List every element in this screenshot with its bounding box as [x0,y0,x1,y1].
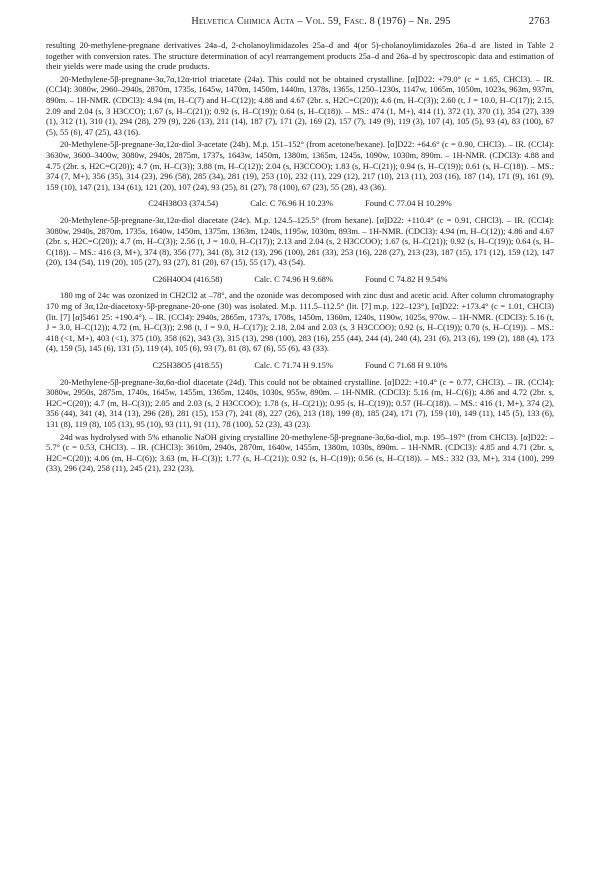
analysis-formula: C26H40O4 (416.58) [152,273,223,284]
running-header [92,16,550,32]
analysis-formula: C25H38O5 (418.55) [152,360,223,371]
analysis-found: Found C 71.68 H 9.10% [365,360,448,371]
paragraph-24c: 20-Methylene-5β-pregnane-3α,12α-diol diacetate (24c). M.p. 124.5–125.5° (from hexane). [α]D22: +110.4° (c = 0.91, CHCl3). – IR. (CCl4): 3080w, 2940s, 2870m, 1735s, 1640w, 1450m, 1375m, 1363m, 1240s, 1195w, 1030m, 893m. – 1H-NMR. (CDCl3): 4.94 (m, H–C(12)); 4.86 and 4.67 (2br. s, H2C=C(20)); 4.7 (m, H–C(3)); 2.56 (t, J = 10.0, H–C(17)); 2.13 and 2.04 (s, 2 H3CCOO); 1.67 (s, H–C(21)); 0.92 (s, H–C(19)); 0.64 (s, H–C(18)). – MS.: 416 (3, M+), 374 (8), 356 (77), 341 (8), 312 (13), 296 (100), 281 (33), 253 (16), 228 (27), 213 (23), 187 (15), 171 (12), 159 (12), 147 (20), 134 (54), 119 (20), 105 (27), 93 (27), 81 (20), 67 (15), 55 (17), 43 (54). [46,214,554,268]
elemental-analysis-24c [46,274,554,285]
paragraph-ozonolysis: 180 mg of 24c was ozonized in CH2Cl2 at –78°, and the ozonide was decomposed with zinc dust and acetic acid. After column chromatography 170 mg of 3α,12α-diacetoxy-5β-pregnane-20-one (30) was isolated. M.p. 111.5–112.5° (lit. [7] m.p. 122–123°), [α]D22: +173.4° (c = 1.01, CHCl3) (lit. [7] [α]5461 25: +190.4°). – IR. (CCl4): 2940s, 2865m, 1737s, 1708s, 1450m, 1360m, 1240s, 1190w, 1025s, 970w. – 1H-NMR. (CDCl3): 5.16 (t, J = 3.0, H–C(12)); 4.72 (m, H–C(3)); 2.98 (t, J = 9.0, H–C(17)); 2.18, 2.04 and 2.03 (s, 3 H3CCOO); 0.92 (s, H–C(19)); 0.70 (s, H–C(19)). – MS.: 418 (<1, M+), 403 (<1), 375 (10), 358 (62), 343 (3), 315 (13), 298 (100), 283 (16), 255 (44), 244 (4), 240 (4), 231 (6), 213 (6), 199 (2), 188 (4), 173 (4), 159 (5), 145 (6), 131 (5), 119 (4), 105 (6), 93 (7), 81 (8), 67 (6), 55 (6), 43 (33). [46,290,554,354]
analysis-found: Found C 77.04 H 10.29% [365,198,452,209]
paragraph-24b: 20-Methylene-5β-pregnane-3α,12α-diol 3-acetate (24b). M.p. 151–152° (from acetone/hexane). [α]D22: +64.6° (c = 0.90, CHCl3). – IR. (CCl4): 3630w, 3600–3400w, 3080w, 2940s, 2875m, 1737s, 1643w, 1450m, 1380m, 1365m, 1245s, 1090w, 1030m, 890m. – 1H-NMR. (CDCl3): 4.88 and 4.75 (2br. s, H2C=C(20)); 4.7 (m, H–C(3)); 3.88 (m, H–C(12)); 2.04 (s, H3CCOO); 1.83 (s, H–C(21)); 0.94 (s, H–C(19)); 0.61 (s, H–C(18)). – MS.: 374 (7, M+), 356 (35), 314 (23), 296 (58), 285 (34), 281 (19), 253 (10), 232 (11), 229 (12), 217 (10), 213 (11), 203 (16), 187 (14), 171 (9), 161 (9), 159 (10), 147 (21), 134 (61), 121 (20), 107 (24), 93 (25), 81 (27), 78 (100), 67 (23), 55 (28), 43 (36). [46,139,554,192]
journal-title: Helvetica Chimica Acta – Vol. 59, Fasc. 8 (1976) – Nr. 295 [191,16,451,27]
analysis-calc: Calc. C 71.74 H 9.15% [254,360,333,371]
elemental-analysis-30 [46,360,554,371]
analysis-formula: C24H38O3 (374.54) [148,198,219,209]
analysis-calc: Calc. C 74.96 H 9.68% [254,273,333,284]
analysis-calc: Calc. C 76.96 H 10.23% [250,198,333,209]
paragraph-intro: resulting 20-methylene-pregnane derivatives 24a–d, 2-cholanoylimidazoles 25a–d and 4(or 5)-cholanoylimidazoles 26a–d are listed in Table 2 together with conversion rates. The structure determination of acyl rearrangement products 25a–d and 26a–d by spectroscopic data and estimation of their yields were made using the crude products. [46,40,554,72]
paragraph-hydrolysis: 24d was hydrolysed with 5% ethanolic NaOH giving crystalline 20-methylene-5β-pregnane-3α,6α-diol, m.p. 195–197° (from CHCl3). [α]D22: –5.7° (c = 0.53, CHCl3). – IR. (CHCl3): 3610m, 2940s, 2870m, 1640w, 1455m, 1380m, 1030s, 890m. – 1H-NMR. (CDCl3): 4.85 and 4.71 (2br. s, H2C=C(20)); 4.06 (m, H–C(6)); 3.63 (m, H–C(3)); 1.77 (s, H–C(21)); 0.92 (s, H–C(19)); 0.56 (s, H–C(18)). – MS.: 332 (33, M+), 314 (100), 299 (33), 296 (24), 258 (11), 245 (21), 232 (23), [46,431,554,474]
article-body [46,40,554,476]
paragraph-24a: 20-Methylene-5β-pregnane-3α,7α,12α-triol triacetate (24a). This could not be obtained crystalline. [α]D22: +79.0° (c = 1.65, CHCl3). – IR. (CCl4): 3080w, 2960–2940s, 2870m, 1735s, 1645w, 1470m, 1450m, 1440m, 1378s, 1365s, 1250–1230s, 1147w, 1065m, 1050m, 1023s, 963m, 937m, 890m. – 1H-NMR. (CDCl3): 4.94 (m, H–C(7) and H–C(12)); 4.88 and 4.67 (2br. s, H2C=C(20)); 4.6 (m, H–C(3)); 2.60 (t, J = 10.0, H–C(17)); 2.15, 2.09 and 2.04 (s, 3 H3CCO); 1.67 (s, H–C(21)); 0.92 (s, H–C(19)); 0.64 (s, H–C(18)). – MS.: 474 (1, M+), 414 (1), 372 (1), 370 (1), 354 (27), 339 (1), 312 (1), 310 (1), 294 (28), 279 (9), 226 (13), 211 (14), 187 (7), 171 (2), 169 (2), 157 (7), 149 (9), 119 (3), 107 (4), 105 (5), 93 (4), 83 (100), 67 (5), 55 (6), 47 (25), 43 (16). [46,73,554,137]
paragraph-24d: 20-Methylene-5β-pregnane-3α,6α-diol diacetate (24d). This could not be obtained crystalline. [α]D22: +10.4° (c = 0.77, CHCl3). – IR. (CCl4): 3080w, 2950s, 2875m, 1740s, 1645w, 1455m, 1365m, 1240s, 1030s, 955w, 890m. – 1H-NMR. (CDCl3): 5.16 (m, H–C(6)); 4.86 and 4.72 (2br. s, H2C=C(20)); 4.7 (m, H–C(3)); 2.05 and 2.03 (s, 2 H3CCOO); 1.78 (s, H–C(21)); 0.95 (s, H–C(19)); 0.57 (H–C(18)). – MS.: 416 (1, M+), 374 (2), 356 (44), 341 (4), 314 (13), 296 (28), 281 (15), 153 (7), 241 (8), 227 (26), 213 (18), 199 (8), 185 (24), 171 (7), 159 (10), 149 (11), 145 (5), 133 (6), 131 (8), 119 (8), 105 (13), 95 (10), 93 (11), 91 (11), 78 (100), 52 (23), 43 (23). [46,376,554,429]
analysis-found: Found C 74.82 H 9.54% [365,273,448,284]
page-number: 2763 [528,16,550,27]
elemental-analysis-24b [46,198,554,209]
